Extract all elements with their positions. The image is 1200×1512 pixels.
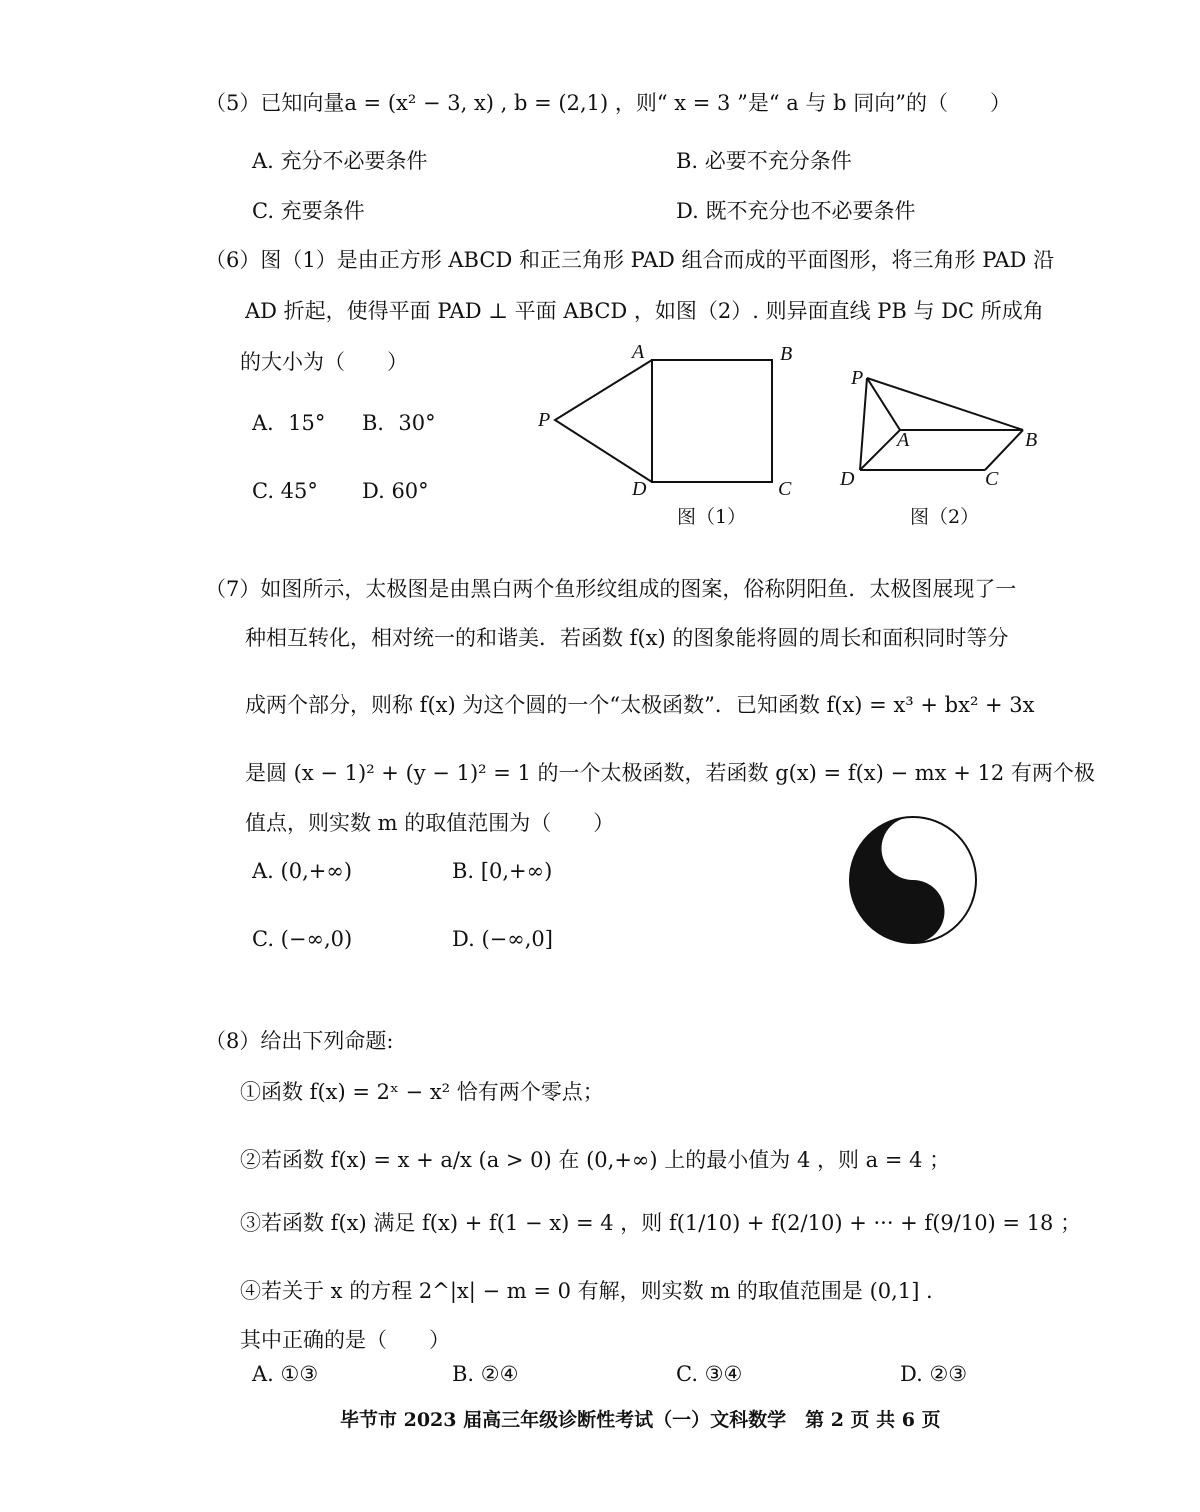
q8-prompt: 其中正确的是（ ） [240,1328,450,1352]
q8-item-3: ③若函数 f(x) 满足 f(x) + f(1 − x) = 4 ，则 f(1/10) + f(2/10) + ··· + f(9/10) = 18 ； [240,1211,1082,1235]
q6-option-b: B．30° [362,411,436,435]
q7-option-c: C. (−∞,0) [252,927,353,951]
q5-stem: （5）已知向量a = (x² − 3, x) , b = (2,1) ，则“ x = 3 ”是“ a 与 b 同向”的（ ） [205,91,1011,115]
fig1-label-b: B [780,343,793,365]
edge-pa [867,378,900,430]
triangle-pad [555,360,652,482]
q8-option-d: D. ②③ [900,1362,968,1386]
taiji-black-dot [905,904,921,920]
q8-option-a: A. ①③ [252,1362,319,1386]
q6-stem-line-2: AD 折起，使得平面 PAD ⊥ 平面 ABCD ，如图（2）. 则异面直线 PB 与 DC 所成角 [245,299,1044,323]
fig2-label-c: C [985,468,999,490]
figure-1-caption: 图（1） [677,506,747,528]
page-footer: 毕节市 2023 届高三年级诊断性考试（一）文科数学 第 2 页 共 6 页 [340,1409,941,1431]
fig1-label-d: D [632,478,647,500]
taiji-white-dot [905,841,921,857]
q8-stem: （8）给出下列命题: [205,1029,394,1053]
figure-2-folded-solid [835,360,1055,520]
q8-item-4: ④若关于 x 的方程 2^|x| − m = 0 有解，则实数 m 的取值范围是 (0,1] . [240,1279,933,1303]
figure-2-caption: 图（2） [910,506,980,528]
fig2-label-b: B [1025,429,1038,451]
q6-option-d: D. 60° [362,479,429,503]
fig1-label-p: P [538,409,551,431]
q6-stem-line-3: 的大小为（ ） [240,350,408,374]
q7-stem-line-3: 成两个部分，则称 f(x) 为这个圆的一个“太极函数”．已知函数 f(x) = x³ + bx² + 3x [245,693,1035,717]
q8-option-b: B. ②④ [452,1362,519,1386]
edge-pb [867,378,1023,430]
q5-option-a: A. 充分不必要条件 [252,149,428,173]
fig1-label-c: C [778,478,792,500]
fig2-label-a: A [897,429,910,451]
edge-pd [860,378,867,470]
taiji-yin-yang-figure [848,815,978,945]
figure-1-square-triangle [530,340,810,540]
fig1-label-a: A [632,341,645,363]
square-abcd [652,360,772,482]
q5-option-c: C. 充要条件 [252,199,365,223]
fig2-label-p: P [851,367,864,389]
q7-stem-line-1: （7）如图所示，太极图是由黑白两个鱼形纹组成的图案，俗称阴阳鱼．太极图展现了一 [205,577,1017,601]
fig2-label-d: D [840,468,855,490]
q7-stem-line-2: 种相互转化，相对统一的和谐美．若函数 f(x) 的图象能将圆的周长和面积同时等分 [245,626,1009,650]
q5-option-d: D. 既不充分也不必要条件 [676,199,916,223]
q7-option-d: D. (−∞,0] [452,927,553,951]
q5-option-b: B. 必要不充分条件 [676,149,852,173]
q8-item-2: ②若函数 f(x) = x + a/x (a > 0) 在 (0,+∞) 上的最小值为 4 ，则 a = 4 ； [240,1148,951,1172]
q6-stem-line-1: （6）图（1）是由正方形 ABCD 和正三角形 PAD 组合而成的平面图形，将三角形 PAD 沿 [205,248,1055,272]
q7-option-b: B. [0,+∞) [452,859,553,883]
q7-option-a: A. (0,+∞) [252,859,353,883]
q7-stem-line-4: 是圆 (x − 1)² + (y − 1)² = 1 的一个太极函数，若函数 g(x) = f(x) − mx + 12 有两个极 [245,761,1095,785]
edge-bc [985,430,1023,470]
q6-option-a: A．15° [252,411,326,435]
q7-stem-line-5: 值点，则实数 m 的取值范围为（ ） [245,811,615,835]
q6-option-c: C. 45° [252,479,318,503]
q8-option-c: C. ③④ [676,1362,743,1386]
edge-da [860,430,900,470]
q8-item-1: ①函数 f(x) = 2ˣ − x² 恰有两个零点； [240,1080,604,1104]
